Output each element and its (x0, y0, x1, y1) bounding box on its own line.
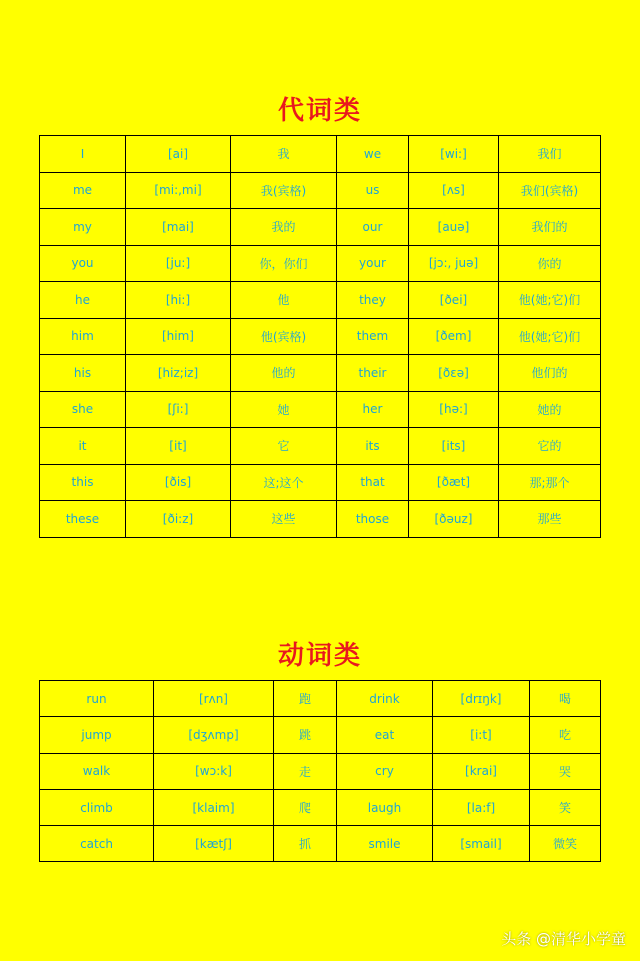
table-row (40, 753, 601, 789)
table-cell: she (40, 391, 126, 428)
table-cell: 喝 (530, 681, 601, 717)
table-cell: 她 (231, 391, 337, 428)
table-cell: climb (40, 789, 154, 825)
table-row (40, 245, 601, 282)
table-cell: 抓 (274, 826, 337, 862)
table-cell: [ju:] (126, 245, 231, 282)
table-cell: [him] (126, 318, 231, 355)
table-cell: [smail] (433, 826, 530, 862)
table-cell: [its] (409, 428, 499, 465)
table-cell: them (337, 318, 409, 355)
table-cell: 爬 (274, 789, 337, 825)
table-cell: [klaim] (154, 789, 274, 825)
table-cell: this (40, 464, 126, 501)
table-cell: cry (337, 753, 433, 789)
pronouns-title: 代词类 (277, 96, 362, 126)
table-cell: [i:t] (433, 717, 530, 753)
table-cell: their (337, 355, 409, 392)
table-cell: [ðei] (409, 282, 499, 319)
table-cell: [kætʃ] (154, 826, 274, 862)
table-cell: 我(宾格) (231, 172, 337, 209)
table-cell: me (40, 172, 126, 209)
table-row (40, 391, 601, 428)
table-cell: [mi:,mi] (126, 172, 231, 209)
table-cell: these (40, 501, 126, 538)
table-cell: [hiz;iz] (126, 355, 231, 392)
table-cell: 那;那个 (499, 464, 601, 501)
table-cell: [auə] (409, 209, 499, 246)
table-cell: 他们的 (499, 355, 601, 392)
table-cell: [ðis] (126, 464, 231, 501)
table-cell: [it] (126, 428, 231, 465)
table-cell: [wɔ:k] (154, 753, 274, 789)
table-cell: catch (40, 826, 154, 862)
table-cell: 他 (231, 282, 337, 319)
table-cell: 我们的 (499, 209, 601, 246)
table-cell: 我 (231, 136, 337, 173)
table-cell: [drɪŋk] (433, 681, 530, 717)
table-cell: our (337, 209, 409, 246)
table-row (40, 464, 601, 501)
table-cell: [ʌs] (409, 172, 499, 209)
table-row (40, 209, 601, 246)
table-cell: 她的 (499, 391, 601, 428)
table-cell: its (337, 428, 409, 465)
table-cell: I (40, 136, 126, 173)
table-cell: eat (337, 717, 433, 753)
verbs-table (39, 680, 601, 862)
table-row (40, 681, 601, 717)
table-cell: 你，你们 (231, 245, 337, 282)
table-cell: [ðəuz] (409, 501, 499, 538)
table-cell: 哭 (530, 753, 601, 789)
table-cell: 他(她;它)们 (499, 318, 601, 355)
table-cell: my (40, 209, 126, 246)
table-cell: 微笑 (530, 826, 601, 862)
table-row (40, 172, 601, 209)
table-row (40, 318, 601, 355)
table-cell: 跳 (274, 717, 337, 753)
table-cell: [ði:z] (126, 501, 231, 538)
table-cell: [la:f] (433, 789, 530, 825)
table-cell: 我们(宾格) (499, 172, 601, 209)
table-cell: [jɔ:, juə] (409, 245, 499, 282)
table-row (40, 826, 601, 862)
table-cell: [ʃi:] (126, 391, 231, 428)
table-cell: run (40, 681, 154, 717)
table-cell: 跑 (274, 681, 337, 717)
table-cell: you (40, 245, 126, 282)
table-cell: [hə:] (409, 391, 499, 428)
table-row (40, 282, 601, 319)
table-cell: 笑 (530, 789, 601, 825)
table-cell: 他(宾格) (231, 318, 337, 355)
table-cell: [dʒʌmp] (154, 717, 274, 753)
table-cell: her (337, 391, 409, 428)
table-cell: we (337, 136, 409, 173)
table-cell: drink (337, 681, 433, 717)
table-cell: those (337, 501, 409, 538)
table-cell: jump (40, 717, 154, 753)
pronouns-table (39, 135, 601, 538)
table-cell: 它 (231, 428, 337, 465)
table-row (40, 501, 601, 538)
table-cell: 走 (274, 753, 337, 789)
watermark: 头条 @清华小学童 (501, 930, 626, 948)
table-cell: 吃 (530, 717, 601, 753)
table-cell: that (337, 464, 409, 501)
table-cell: they (337, 282, 409, 319)
table-cell: 这;这个 (231, 464, 337, 501)
table-cell: 我们 (499, 136, 601, 173)
table-cell: [rʌn] (154, 681, 274, 717)
table-cell: [ðæt] (409, 464, 499, 501)
table-cell: [mai] (126, 209, 231, 246)
table-cell: smile (337, 826, 433, 862)
table-cell: 他的 (231, 355, 337, 392)
table-cell: [wi:] (409, 136, 499, 173)
table-cell: 他(她;它)们 (499, 282, 601, 319)
table-cell: 我的 (231, 209, 337, 246)
table-cell: he (40, 282, 126, 319)
table-cell: [ai] (126, 136, 231, 173)
table-cell: 它的 (499, 428, 601, 465)
table-cell: your (337, 245, 409, 282)
table-row (40, 789, 601, 825)
table-cell: 那些 (499, 501, 601, 538)
table-cell: 你的 (499, 245, 601, 282)
table-cell: his (40, 355, 126, 392)
table-cell: [ðem] (409, 318, 499, 355)
table-row (40, 136, 601, 173)
table-row (40, 428, 601, 465)
table-cell: laugh (337, 789, 433, 825)
table-cell: 这些 (231, 501, 337, 538)
table-cell: him (40, 318, 126, 355)
table-cell: walk (40, 753, 154, 789)
table-row (40, 717, 601, 753)
table-row (40, 355, 601, 392)
table-cell: [ðɛə] (409, 355, 499, 392)
table-cell: [krai] (433, 753, 530, 789)
table-cell: us (337, 172, 409, 209)
table-cell: it (40, 428, 126, 465)
table-cell: [hi:] (126, 282, 231, 319)
verbs-title: 动词类 (277, 641, 362, 671)
